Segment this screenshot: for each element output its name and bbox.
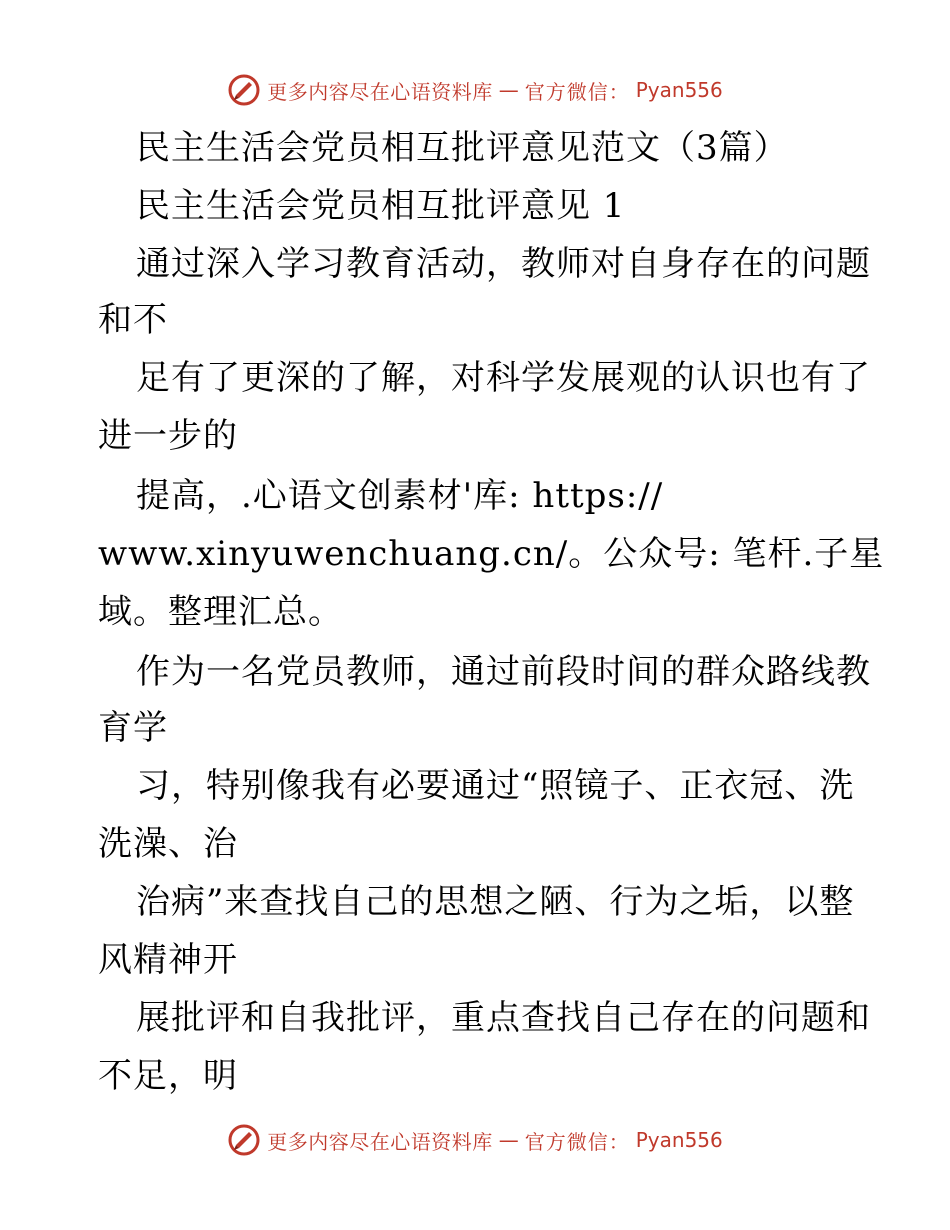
paragraph-line: 提高，.心语文创素材'库: https://	[136, 476, 664, 516]
watermark-wechat-id: Pyan556	[635, 78, 723, 102]
watermark-separator: —	[498, 1128, 519, 1152]
section-heading: 民主生活会党员相互批评意见 1	[136, 186, 626, 226]
paragraph-line: 域。整理汇总。	[98, 592, 343, 632]
paragraph-line: www.xinyuwenchuang.cn/。公众号: 笔杆.子星	[98, 534, 885, 574]
pen-logo-icon	[227, 1123, 261, 1157]
paragraph-line: 育学	[98, 708, 168, 748]
footer-watermark	[0, 1118, 950, 1162]
watermark-brand: 更多内容尽在心语资料库	[267, 79, 493, 104]
paragraph-line: 洗澡、治	[98, 824, 238, 864]
watermark-separator: —	[498, 78, 519, 102]
paragraph-line: 进一步的	[98, 416, 238, 456]
watermark-wechat-id: Pyan556	[635, 1128, 723, 1152]
pen-logo-icon	[227, 73, 261, 107]
watermark-brand: 更多内容尽在心语资料库	[267, 1129, 493, 1154]
header-watermark	[0, 68, 950, 112]
watermark-official-label: 官方微信：	[524, 1129, 630, 1154]
paragraph-line: 治病”来查找自己的思想之陋、行为之垢，以整	[136, 882, 855, 922]
paragraph-line: 作为一名党员教师，通过前段时间的群众路线教	[136, 652, 871, 692]
paragraph-line: 足有了更深的了解，对科学发展观的认识也有了	[136, 358, 871, 398]
paragraph-line: 习，特别像我有必要通过“照镜子、正衣冠、洗	[136, 766, 855, 806]
paragraph-line: 风精神开	[98, 940, 238, 980]
paragraph-line: 展批评和自我批评，重点查找自己存在的问题和	[136, 998, 871, 1038]
paragraph-line: 和不	[98, 300, 168, 340]
watermark-official-label: 官方微信：	[524, 79, 630, 104]
paragraph-line: 通过深入学习教育活动，教师对自身存在的问题	[136, 244, 871, 284]
document-title: 民主生活会党员相互批评意见范文（3篇）	[136, 128, 789, 168]
paragraph-line: 不足，明	[98, 1056, 238, 1096]
